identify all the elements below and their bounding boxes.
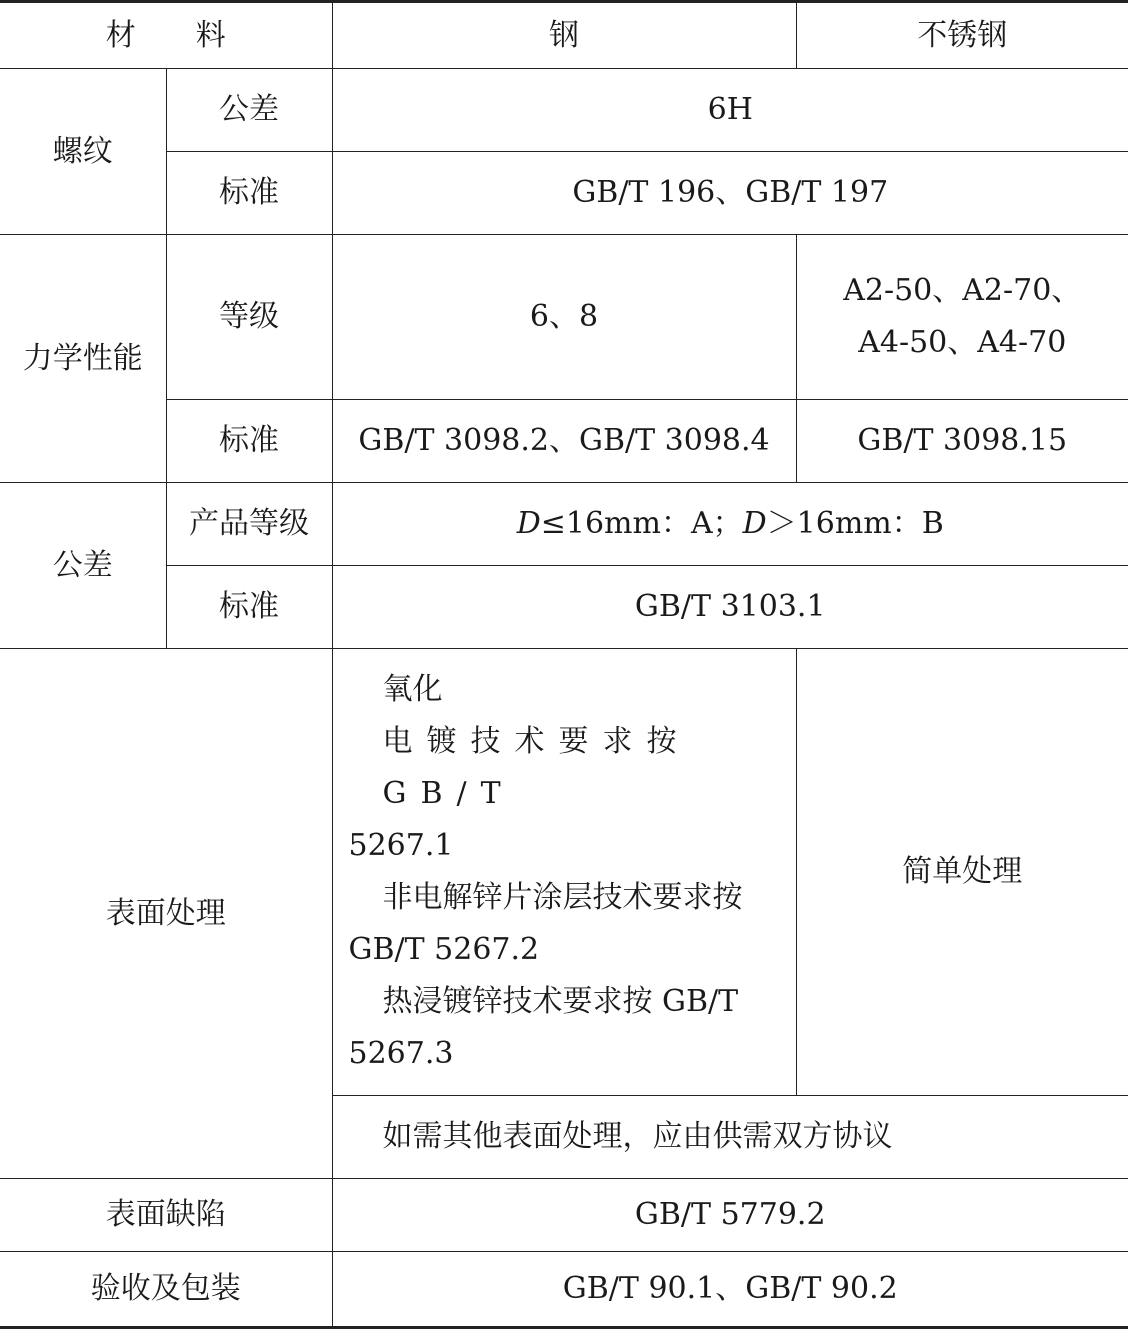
tolerance-standard-value: GB/T 3103.1	[332, 566, 1128, 649]
surface-item-oxidation: 氧化	[382, 672, 443, 707]
surface-item-hot-dip: 热浸镀锌技术要求按 GB/T	[382, 984, 739, 1019]
diameter-symbol-2: D	[742, 506, 767, 541]
surface-treatment-row	[0, 649, 1128, 1096]
mechanical-standard-steel: GB/T 3098.2、GB/T 3098.4	[332, 400, 796, 483]
defects-value: GB/T 5779.2	[332, 1179, 1128, 1252]
grade-stainless-line2: A4-50、A4-70	[858, 325, 1067, 360]
tolerance-product-grade-label: 产品等级	[166, 483, 332, 566]
surface-item-electroplating-std: 5267.1	[348, 828, 454, 863]
surface-label: 表面处理	[0, 649, 332, 1179]
thread-tolerance-row	[0, 69, 1128, 152]
surface-steel-options	[332, 649, 796, 1096]
surface-item-electroplating: 电镀技术要求按 GB/T	[382, 724, 691, 811]
surface-item-zinc-flake-std: GB/T 5267.2	[348, 932, 540, 967]
mechanical-grade-row	[0, 235, 1128, 400]
mechanical-grade-stainless	[796, 235, 1128, 400]
mechanical-label: 力学性能	[0, 235, 166, 483]
acceptance-row	[0, 1252, 1128, 1328]
mechanical-standard-label: 标准	[166, 400, 332, 483]
tolerance-standard-label: 标准	[166, 566, 332, 649]
header-stainless: 不锈钢	[796, 2, 1128, 69]
header-row	[0, 2, 1128, 69]
tolerance-standard-row	[0, 566, 1128, 649]
thread-standard-value: GB/T 196、GB/T 197	[332, 152, 1128, 235]
surface-stainless-value: 简单处理	[796, 649, 1128, 1096]
surface-note: 如需其他表面处理，应由供需双方协议	[332, 1096, 1128, 1179]
mechanical-grade-label: 等级	[166, 235, 332, 400]
acceptance-label: 验收及包装	[0, 1252, 332, 1328]
header-steel: 钢	[332, 2, 796, 69]
thread-standard-row	[0, 152, 1128, 235]
tolerance-label: 公差	[0, 483, 166, 649]
defects-label: 表面缺陷	[0, 1179, 332, 1252]
grade-stainless-line1: A2-50、A2-70、	[843, 273, 1082, 308]
mechanical-grade-steel: 6、8	[332, 235, 796, 400]
tolerance-grade-row	[0, 483, 1128, 566]
grade-rule-1: ≤16mm：A；	[540, 506, 743, 541]
surface-item-zinc-flake: 非电解锌片涂层技术要求按	[382, 880, 743, 915]
thread-tolerance-label: 公差	[166, 69, 332, 152]
grade-rule-2: ＞16mm：B	[766, 506, 944, 541]
mechanical-standard-stainless: GB/T 3098.15	[796, 400, 1128, 483]
acceptance-value: GB/T 90.1、GB/T 90.2	[332, 1252, 1128, 1328]
defects-row	[0, 1179, 1128, 1252]
mechanical-standard-row	[0, 400, 1128, 483]
surface-item-hot-dip-std: 5267.3	[348, 1036, 454, 1071]
diameter-symbol-1: D	[516, 506, 541, 541]
thread-label: 螺纹	[0, 69, 166, 235]
thread-standard-label: 标准	[166, 152, 332, 235]
header-material: 材 料	[0, 2, 332, 69]
tolerance-product-grade-value	[332, 483, 1128, 566]
thread-tolerance-value: 6H	[332, 69, 1128, 152]
